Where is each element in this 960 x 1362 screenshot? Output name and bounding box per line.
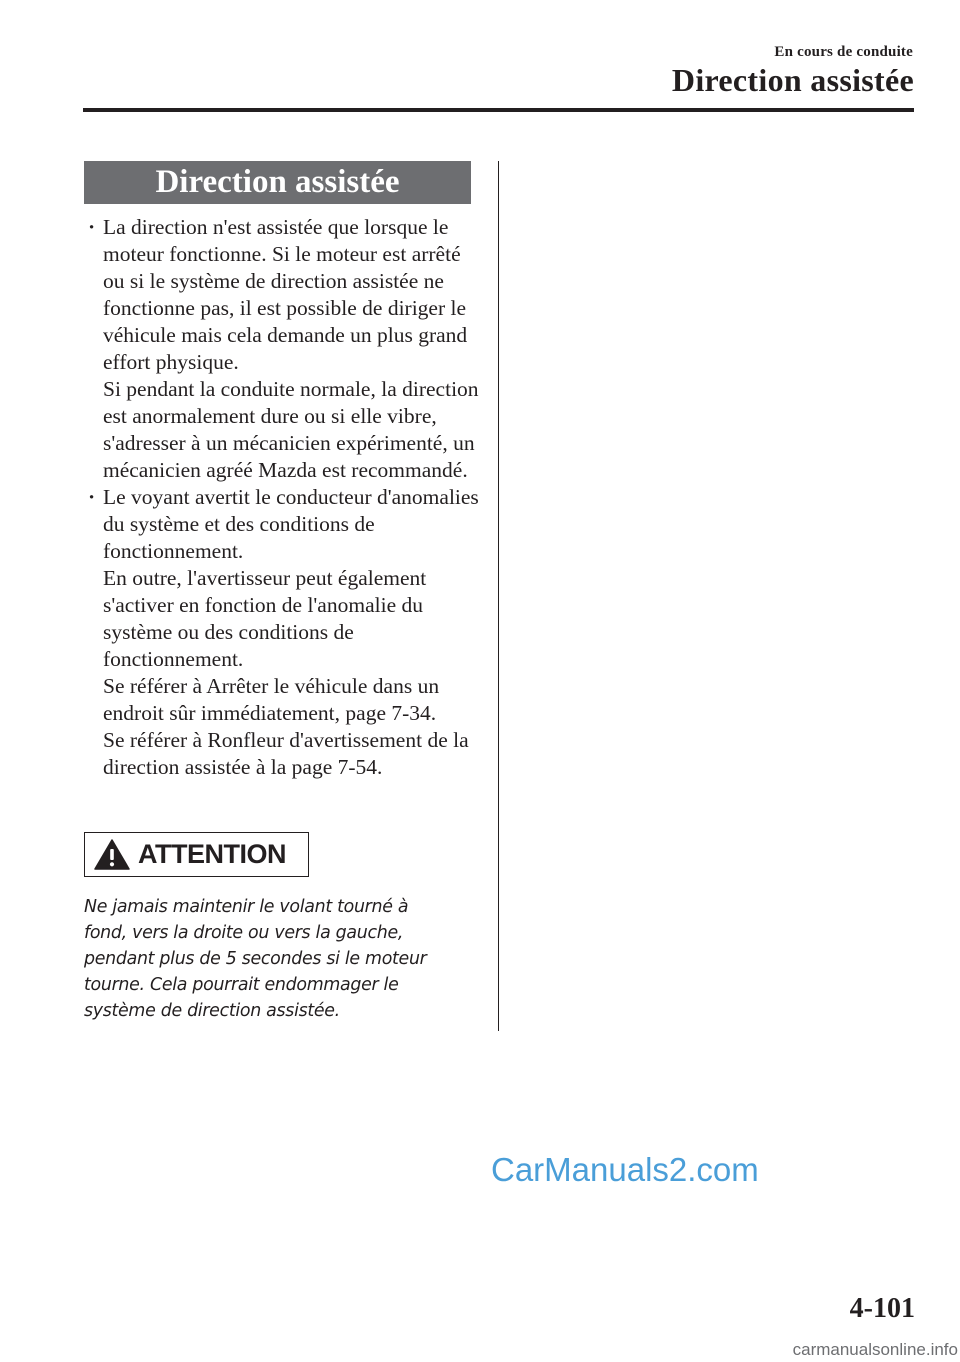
cross-reference: Se référer à Arrêter le véhicule dans un endroit sûr immédiatement, page 7-34. bbox=[103, 674, 440, 725]
bullet-marker: · bbox=[88, 215, 96, 239]
bullet-paragraph: Le voyant avertit le conducteur d'anomalies du système et des conditions de fonctionnement. bbox=[103, 485, 479, 563]
warning-triangle-icon bbox=[94, 839, 130, 870]
bullet-marker: · bbox=[88, 485, 96, 509]
bullet-paragraph: En outre, l'avertisseur peut également s'activer en fonction de l'anomalie du système ou des conditions de fonctionnement. bbox=[103, 566, 427, 671]
column-divider bbox=[498, 161, 499, 1031]
bullet-paragraph: La direction n'est assistée que lorsque le moteur fonctionne. Si le moteur est arrêté ou si le système de direction assistée ne fonctionne pas, il est possible de diriger le véhicule mais cela demande un plus grand effort physique. bbox=[103, 215, 468, 374]
bullet-item bbox=[84, 484, 479, 781]
page-header-title: Direction assistée bbox=[671, 62, 914, 98]
bullet-paragraph: Si pendant la conduite normale, la direction est anormalement dure ou si elle vibre, s'adresser à un mécanicien expérimenté, un mécanicien agréé Mazda est recommandé. bbox=[103, 377, 479, 482]
attention-label: ATTENTION bbox=[138, 839, 286, 869]
watermark: CarManuals2.com bbox=[491, 1151, 759, 1188]
page-number: 4-101 bbox=[849, 1293, 915, 1324]
section-title: Direction assistée bbox=[84, 161, 471, 204]
chapter-title: En cours de conduite bbox=[774, 44, 913, 60]
footer-watermark: carmanualsonline.info bbox=[792, 1340, 958, 1359]
cross-reference: Se référer à Ronfleur d'avertissement de la direction assistée à la page 7-54. bbox=[103, 728, 469, 779]
bullet-list bbox=[84, 214, 479, 781]
header-divider bbox=[83, 108, 914, 112]
bullet-item bbox=[84, 214, 479, 484]
attention-box bbox=[84, 832, 309, 877]
attention-text: Ne jamais maintenir le volant tourné à fond, vers la droite ou vers la gauche, pendant plus de 5 secondes si le moteur tourne. Cela pourrait endommager le système de direction assistée. bbox=[84, 897, 427, 1021]
